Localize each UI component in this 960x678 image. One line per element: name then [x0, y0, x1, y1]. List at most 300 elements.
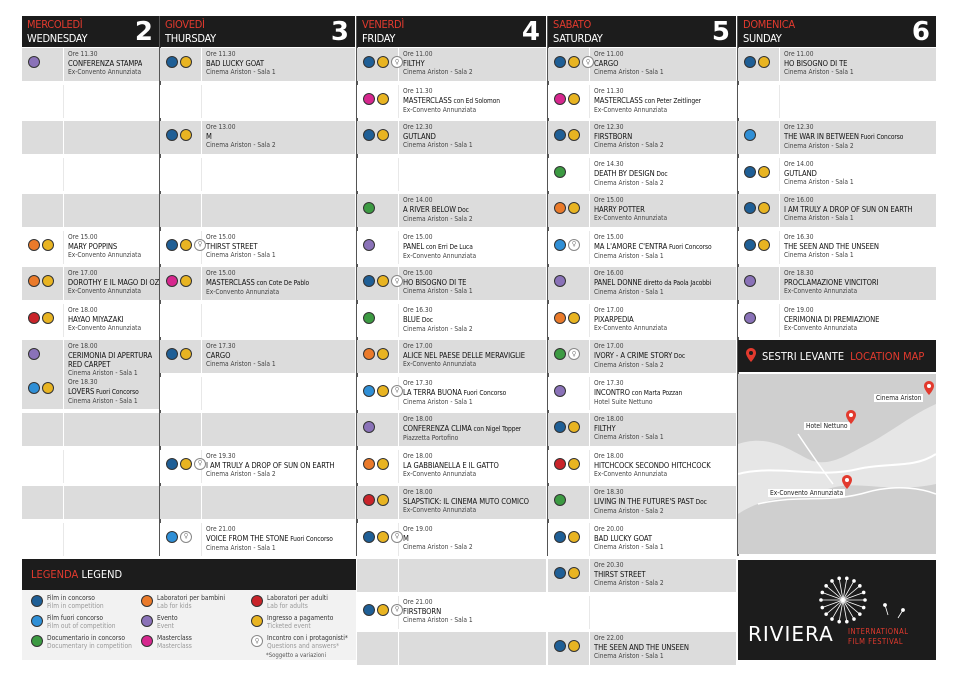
event-title: [206, 278, 309, 288]
lblue-category-icon: [28, 382, 40, 394]
event-text: [399, 194, 473, 227]
legend-sublabel: Film in competition: [47, 601, 104, 610]
event-text: [780, 231, 879, 264]
event-row[interactable]: [738, 158, 936, 191]
event-text: [202, 158, 206, 191]
white-category-icon: ♀: [194, 458, 206, 470]
event-row[interactable]: [357, 413, 546, 446]
legend-sublabel: Lab for kids: [157, 601, 192, 610]
event-icons: [548, 559, 590, 592]
event-icons: [357, 450, 399, 483]
event-text: [399, 559, 403, 592]
purple-category-icon: [28, 56, 40, 68]
event-time: Ore 20.00: [594, 524, 624, 533]
event-row[interactable]: [160, 340, 355, 373]
event-row[interactable]: [357, 596, 546, 629]
event-title-text: HO BISOGNO DI TE: [784, 59, 848, 68]
event-text: [590, 158, 668, 191]
blue-category-icon: [166, 56, 178, 68]
blue-category-icon: [744, 166, 756, 178]
event-text: [399, 48, 473, 81]
event-row[interactable]: [738, 121, 936, 154]
purple-category-icon: [554, 385, 566, 397]
festival-logo: [738, 560, 936, 660]
event-title-text: BLUE: [403, 314, 421, 324]
event-icons: [357, 486, 399, 519]
event-time: Ore 17.00: [67, 269, 98, 277]
event-row[interactable]: [160, 231, 355, 264]
event-icons: [548, 596, 590, 629]
event-title: [403, 424, 521, 434]
event-venue: Ex-Convento Annunziata: [403, 105, 477, 114]
orange-category-icon: [363, 458, 375, 470]
event-time: Ore 11.00: [403, 50, 433, 58]
event-time: Ore 21.00: [403, 597, 433, 606]
day-name-it: DOMENICA: [743, 18, 795, 31]
event-title: [403, 132, 473, 141]
legend-sublabel: Questions and answers*: [267, 641, 340, 650]
event-venue: Ex-Convento Annunziata: [594, 214, 668, 222]
yellow-category-icon: [758, 56, 770, 68]
event-title: [784, 169, 854, 178]
event-icons: [548, 121, 590, 154]
yellow-category-icon: [180, 458, 192, 470]
event-row[interactable]: [548, 559, 736, 592]
event-venue: Cinema Ariston - Sala 1: [206, 360, 276, 368]
event-text: [590, 486, 707, 519]
event-title: [594, 96, 701, 106]
event-icons: [357, 632, 399, 665]
event-text: [399, 596, 473, 629]
event-row[interactable]: [357, 267, 546, 300]
event-text: [399, 523, 473, 556]
event-title: [594, 242, 712, 252]
empty-row: [22, 194, 159, 227]
event-venue: Hotel Suite Nettuno: [594, 397, 653, 406]
white-category-icon: ♀: [391, 604, 403, 616]
event-row[interactable]: [357, 450, 546, 483]
purple-category-icon: [363, 421, 375, 433]
day-column-1: [160, 16, 355, 552]
empty-row: [357, 559, 546, 592]
blue-category-icon: [363, 604, 375, 616]
event-venue: Ex-Convento Annunziata: [68, 323, 142, 332]
event-venue: Cinema Ariston - Sala 2: [594, 141, 664, 149]
event-text: [590, 194, 667, 227]
event-title-text: GUTLAND: [784, 168, 817, 178]
event-icons: [160, 304, 202, 337]
event-time: Ore 16.00: [594, 269, 624, 277]
blue-category-icon: [554, 531, 566, 543]
event-icons: [548, 304, 590, 337]
map-label: Ex-Convento Annunziata: [770, 489, 844, 497]
event-icons: [548, 194, 590, 227]
event-text: [780, 158, 854, 191]
event-venue: Cinema Ariston - Sala 2: [594, 507, 664, 515]
day-number: 5: [711, 17, 730, 47]
event-venue: Cinema Ariston - Sala 2: [403, 542, 473, 551]
event-text: [64, 340, 152, 409]
event-icons: [357, 231, 399, 264]
event-icons: [548, 632, 590, 665]
event-time: Ore 12.30: [403, 123, 433, 131]
legend-sublabel: Documentary in competition: [47, 641, 132, 650]
empty-row: [22, 486, 159, 519]
day-number: 6: [911, 17, 930, 47]
event-row[interactable]: [357, 48, 546, 81]
event-icons: [738, 231, 780, 264]
pink-category-icon: [166, 275, 178, 287]
event-row[interactable]: [357, 523, 546, 556]
event-title: [784, 205, 912, 214]
event-title: [403, 278, 473, 287]
event-text: [780, 304, 879, 337]
event-title: [594, 388, 682, 398]
event-row[interactable]: [22, 340, 159, 409]
event-text: [64, 158, 68, 191]
yellow-category-icon: [251, 615, 263, 627]
map-header: [738, 340, 936, 372]
event-text: [202, 48, 276, 81]
event-title-text: DEATH BY DESIGN: [594, 168, 655, 178]
event-row[interactable]: [357, 377, 546, 410]
event-title-text: HAYAO MIYAZAKI: [68, 314, 124, 324]
yellow-category-icon: [377, 385, 389, 397]
orange-category-icon: [28, 275, 40, 287]
event-title-text: I AM TRULY A DROP OF SUN ON EARTH: [206, 460, 335, 470]
event-row[interactable]: [548, 486, 736, 519]
event-time: Ore 11.30: [403, 86, 433, 95]
event-text: [202, 450, 334, 483]
white-category-icon: ♀: [568, 239, 580, 251]
event-row[interactable]: [160, 48, 355, 81]
lblue-category-icon: [166, 531, 178, 543]
green-category-icon: [554, 348, 566, 360]
legend-text: [47, 615, 116, 630]
event-row[interactable]: [738, 267, 936, 300]
event-title-text: MASTERCLASS: [594, 95, 643, 105]
event-time: Ore 18.00: [403, 415, 433, 423]
event-text: [399, 413, 521, 446]
white-category-icon: ♀: [251, 635, 263, 647]
event-text: [64, 304, 141, 337]
event-text: [64, 194, 68, 227]
map-label: Cinema Ariston: [876, 394, 922, 402]
event-time: Ore 18.00: [403, 451, 433, 460]
event-venue: Cinema Ariston - Sala 1: [403, 287, 473, 295]
event-venue: Ex-Convento Annunziata: [784, 323, 858, 332]
event-icons: [738, 121, 780, 154]
event-icons: [357, 377, 399, 410]
empty-row: [357, 158, 546, 191]
event-title-suffix: Doc: [420, 315, 433, 324]
event-title-text: ALICE NEL PAESE DELLE MERAVIGLIE: [403, 351, 526, 360]
blue-category-icon: [166, 458, 178, 470]
yellow-category-icon: [568, 458, 580, 470]
event-row[interactable]: [548, 158, 736, 191]
event-time: Ore 19.30: [206, 451, 236, 460]
event-venue: Cinema Ariston - Sala 2: [206, 469, 276, 478]
legend-item: [251, 595, 328, 610]
event-text: [399, 377, 506, 410]
event-title-line2: RED CARPET: [68, 360, 111, 369]
event-title: [594, 497, 707, 507]
event-text: [202, 194, 206, 227]
legend-label: Documentario in concorso: [47, 634, 125, 642]
event-venue: Cinema Ariston - Sala 2: [206, 141, 276, 149]
event-time: Ore 17.00: [594, 305, 624, 314]
legend-label: Film in concorso: [47, 594, 95, 602]
event-title-suffix: Fuori Concorso: [667, 242, 712, 251]
day-column-2: [357, 16, 546, 624]
event-title-suffix: Fuori Concorso: [461, 388, 507, 397]
legend-sublabel: Event: [157, 621, 174, 630]
event-venue: Ex-Convento Annunziata: [594, 323, 668, 332]
lblue-category-icon: [31, 615, 43, 627]
event-row[interactable]: [22, 267, 159, 300]
blue-category-icon: [744, 202, 756, 214]
event-title: [403, 96, 500, 106]
pink-category-icon: [554, 93, 566, 105]
event-text: [202, 304, 206, 337]
yellow-category-icon: [377, 129, 389, 141]
day-number: 2: [134, 17, 153, 47]
event-icons: [738, 48, 780, 81]
day-number: 4: [521, 17, 540, 47]
event-venue: Cinema Ariston - Sala 2: [594, 361, 664, 369]
event-title-text: VOICE FROM THE STONE: [206, 533, 289, 543]
event-time: Ore 11.30: [206, 50, 236, 58]
yellow-category-icon: [42, 239, 54, 251]
event-row[interactable]: [160, 450, 355, 483]
yellow-category-icon: [180, 129, 192, 141]
event-title-text: LA GABBIANELLA E IL GATTO: [403, 460, 499, 470]
event-title: [784, 132, 903, 142]
event-title: [403, 534, 473, 543]
event-title: [206, 351, 276, 360]
event-row[interactable]: [738, 304, 936, 337]
event-icons: [357, 523, 399, 556]
event-text: [590, 304, 667, 337]
red-category-icon: [363, 494, 375, 506]
event-row[interactable]: [357, 121, 546, 154]
empty-row: [160, 85, 355, 118]
event-row[interactable]: [357, 85, 546, 118]
legend-label: Incontro con i protagonisti*: [267, 634, 348, 642]
event-icons: [160, 121, 202, 154]
event-icons: [357, 121, 399, 154]
event-icons: [738, 267, 780, 300]
event-row[interactable]: [22, 231, 159, 264]
yellow-category-icon: [42, 382, 54, 394]
day-name-en: FRIDAY: [362, 32, 396, 45]
event-text: [780, 48, 854, 81]
event-venue: Ex-Convento Annunziata: [403, 360, 477, 368]
event-row[interactable]: [357, 340, 546, 373]
event-title: [594, 132, 664, 141]
blue-category-icon: [554, 567, 566, 579]
event-title: [206, 132, 276, 141]
legend-item: [31, 615, 116, 630]
event-title-text: DOROTHY E IL MAGO DI OZ: [67, 278, 159, 287]
event-time: Ore 15.00: [594, 196, 624, 204]
empty-row: [22, 158, 159, 191]
event-venue: Ex-Convento Annunziata: [403, 251, 477, 260]
green-category-icon: [554, 494, 566, 506]
event-venue: Cinema Ariston - Sala 1: [206, 543, 276, 552]
white-category-icon: ♀: [194, 239, 206, 251]
event-row[interactable]: [22, 304, 159, 337]
event-text: [590, 377, 682, 410]
event-row[interactable]: [357, 304, 546, 337]
location-map[interactable]: [738, 374, 936, 554]
event-time: Ore 15.00: [403, 232, 433, 241]
yellow-category-icon: [377, 604, 389, 616]
event-row[interactable]: [548, 121, 736, 154]
event-row[interactable]: [160, 267, 355, 300]
legend-header: [22, 559, 356, 590]
event-title-suffix: con Ed Solomon: [451, 96, 500, 105]
event-row[interactable]: [548, 85, 736, 118]
logo-word: RIVIERA: [748, 622, 834, 646]
yellow-category-icon: [568, 93, 580, 105]
event-row[interactable]: [160, 121, 355, 154]
event-row[interactable]: [548, 413, 736, 446]
white-category-icon: ♀: [180, 531, 192, 543]
event-row[interactable]: [738, 231, 936, 264]
event-text: [780, 194, 912, 227]
legend-panel: [22, 559, 356, 660]
event-row[interactable]: [548, 231, 736, 264]
event-icons: [160, 413, 202, 446]
event-icons: [22, 48, 64, 81]
event-row[interactable]: [160, 523, 355, 556]
event-title-text: FILTHY: [594, 424, 616, 433]
lblue-category-icon: [744, 129, 756, 141]
lblue-category-icon: [363, 385, 375, 397]
event-row[interactable]: [548, 377, 736, 410]
event-row[interactable]: [548, 267, 736, 300]
event-title: [68, 242, 141, 251]
blue-category-icon: [166, 239, 178, 251]
empty-row: [160, 194, 355, 227]
event-row[interactable]: [357, 194, 546, 227]
event-text: [202, 85, 206, 118]
blue-category-icon: [363, 56, 375, 68]
event-icons: [160, 340, 202, 373]
event-title-text: PANEL: [403, 241, 425, 251]
yellow-category-icon: [42, 275, 54, 287]
yellow-category-icon: [180, 348, 192, 360]
event-venue: Ex-Convento Annunziata: [68, 250, 142, 259]
event-venue: Cinema Ariston - Sala 1: [68, 397, 138, 405]
event-title: [403, 242, 476, 252]
event-icons: [160, 85, 202, 118]
event-row[interactable]: [357, 231, 546, 264]
event-row[interactable]: [548, 48, 736, 81]
event-text: [399, 450, 499, 483]
event-venue: Cinema Ariston - Sala 1: [594, 288, 664, 296]
event-row[interactable]: [22, 48, 159, 81]
event-row[interactable]: [548, 194, 736, 227]
event-icons: [22, 158, 64, 191]
blue-category-icon: [31, 595, 43, 607]
event-text: [399, 231, 476, 264]
day-name-en: SATURDAY: [553, 32, 603, 45]
legend-sublabel: Ticketed event: [267, 621, 311, 630]
event-venue: Cinema Ariston - Sala 1: [206, 250, 276, 259]
event-venue: Cinema Ariston - Sala 1: [784, 177, 854, 186]
yellow-category-icon: [568, 640, 580, 652]
event-venue: Cinema Ariston - Sala 1: [784, 68, 854, 76]
event-title: [594, 205, 667, 214]
blue-category-icon: [363, 129, 375, 141]
event-title-text: PROCLAMAZIONE VINCITORI: [784, 278, 879, 287]
event-icons: [357, 194, 399, 227]
empty-row: [160, 377, 355, 410]
event-venue: Cinema Ariston - Sala 1: [784, 250, 854, 259]
green-category-icon: [554, 166, 566, 178]
event-title: [68, 315, 141, 324]
event-title: [403, 497, 529, 506]
day-number: 3: [330, 17, 349, 47]
event-title-suffix: Fuori Concorso: [858, 133, 904, 141]
event-venue: Cinema Ariston - Sala 1: [594, 68, 664, 76]
orange-category-icon: [363, 348, 375, 360]
event-venue: Cinema Ariston - Sala 1: [68, 369, 138, 377]
event-icons: [357, 304, 399, 337]
legend-title-it: LEGENDA: [31, 568, 79, 581]
event-title-text: FILTHY: [403, 59, 425, 68]
yellow-category-icon: [42, 312, 54, 324]
event-row[interactable]: [548, 304, 736, 337]
event-time: Ore 17.00: [594, 342, 624, 350]
legend-item: [251, 615, 333, 630]
yellow-category-icon: [377, 531, 389, 543]
event-title: [403, 351, 525, 360]
pink-category-icon: [363, 93, 375, 105]
event-icons: [160, 158, 202, 191]
event-time: Ore 11.00: [784, 50, 814, 58]
event-time: Ore 17.30: [403, 378, 433, 387]
event-row[interactable]: [548, 523, 736, 556]
event-time: Ore 17.30: [206, 342, 236, 350]
blue-category-icon: [744, 239, 756, 251]
event-row[interactable]: [548, 632, 736, 665]
event-row[interactable]: [738, 48, 936, 81]
event-time: Ore 15.00: [206, 232, 236, 241]
event-text: [399, 85, 500, 118]
event-time: Ore 15.00: [403, 269, 433, 277]
event-title: [594, 169, 668, 179]
legend-item: [31, 635, 132, 650]
event-title-text: IVORY - A CRIME STORY: [594, 351, 673, 360]
yellow-category-icon: [568, 421, 580, 433]
event-text: [399, 632, 403, 665]
event-row[interactable]: [357, 486, 546, 519]
legend-label: Evento: [157, 614, 178, 622]
event-row[interactable]: [548, 450, 736, 483]
blue-category-icon: [554, 421, 566, 433]
event-venue: Cinema Ariston - Sala 2: [594, 178, 664, 187]
event-row[interactable]: [738, 194, 936, 227]
event-title-text: MASTERCLASS: [403, 95, 452, 105]
event-text: [399, 158, 403, 191]
event-title-text: THIRST STREET: [594, 570, 646, 579]
event-venue: Cinema Ariston - Sala 2: [403, 68, 473, 76]
event-title-text: CERIMONIA DI PREMIAZIONE: [784, 314, 880, 324]
event-row[interactable]: [548, 340, 736, 373]
